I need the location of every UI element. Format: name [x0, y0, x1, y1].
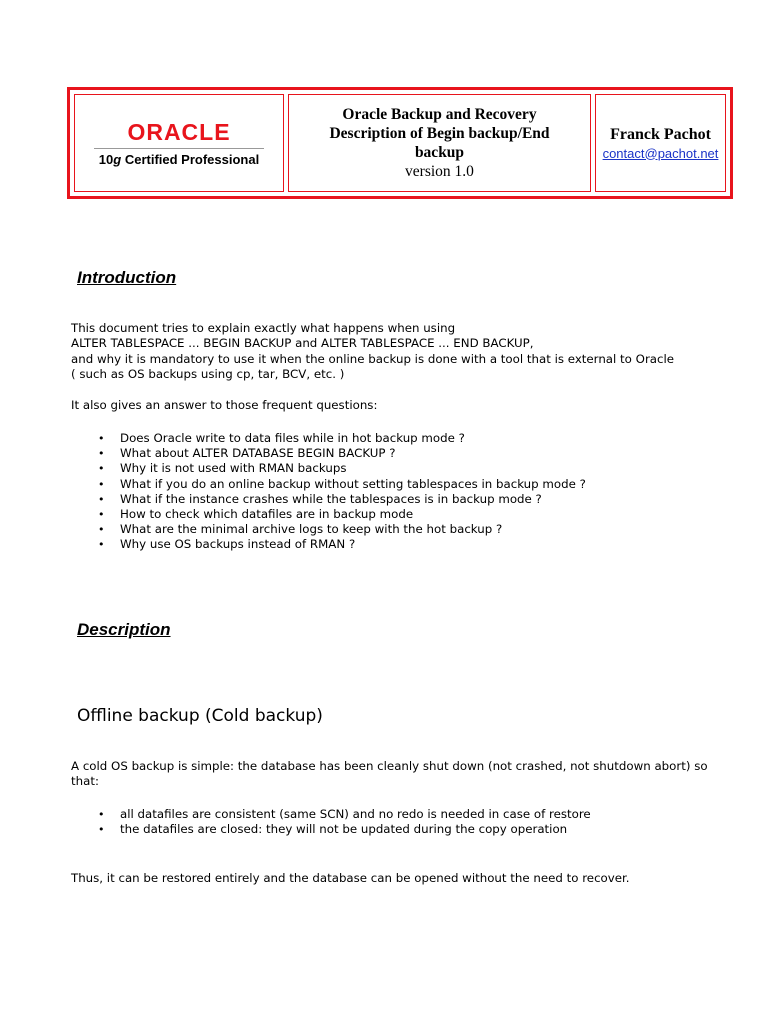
questions-list — [98, 431, 586, 553]
list-item: • Why it is not used with RMAN backups — [98, 461, 586, 476]
list-item: • Why use OS backups instead of RMAN ? — [98, 537, 586, 552]
document-header — [67, 87, 733, 199]
intro-line: ( such as OS backups using cp, tar, BCV, etc. ) — [71, 366, 345, 381]
offline-backup-heading: Offline backup (Cold backup) — [77, 706, 323, 726]
intro-line: This document tries to explain exactly what happens when using — [71, 321, 456, 335]
list-item: • What are the minimal archive logs to keep with the hot backup ? — [98, 522, 586, 537]
intro-line: ALTER TABLESPACE ... BEGIN BACKUP and ALTER TABLESPACE ... END BACKUP, — [71, 336, 534, 351]
intro-paragraph — [71, 321, 731, 382]
oracle-brand: ORACLE — [127, 118, 231, 145]
intro-heading: Introduction — [77, 268, 177, 287]
author-block — [595, 94, 726, 192]
offline-conclusion: Thus, it can be restored entirely and the database can be opened without the need to recover. — [71, 871, 630, 885]
description-heading: Description — [77, 620, 171, 639]
logo-rule — [94, 148, 264, 149]
list-item: • What if you do an online backup without setting tablespaces in backup mode ? — [98, 477, 586, 492]
intro-line: and why it is mandatory to use it when the online backup is done with a tool that is external to Oracle — [71, 351, 675, 366]
list-item: • all datafiles are consistent (same SCN) and no redo is needed in case of restore — [98, 807, 591, 822]
list-item: • What if the instance crashes while the tablespaces is in backup mode ? — [98, 492, 586, 507]
offline-points — [98, 807, 591, 837]
oracle-logo — [74, 94, 284, 192]
list-item: • How to check which datafiles are in backup mode — [98, 507, 586, 522]
version-label: version 1.0 — [405, 163, 474, 180]
offline-intro: A cold OS backup is simple: the database has been cleanly shut down (not crashed, not shutdown abort) so that: — [71, 759, 708, 789]
author-email-link[interactable]: contact@pachot.net — [602, 145, 719, 161]
author-name: Franck Pachot — [610, 125, 711, 143]
questions-lead: It also gives an answer to those frequent questions: — [71, 398, 378, 412]
title-text: Oracle Backup and Recovery Description of Begin backup/End backup — [329, 106, 550, 161]
list-item: • What about ALTER DATABASE BEGIN BACKUP ? — [98, 446, 586, 461]
certification-label: 10g Certified Professional — [98, 151, 260, 167]
document-title — [288, 94, 591, 192]
list-item: • Does Oracle write to data files while in hot backup mode ? — [98, 431, 586, 446]
list-item: • the datafiles are closed: they will not be updated during the copy operation — [98, 822, 591, 837]
